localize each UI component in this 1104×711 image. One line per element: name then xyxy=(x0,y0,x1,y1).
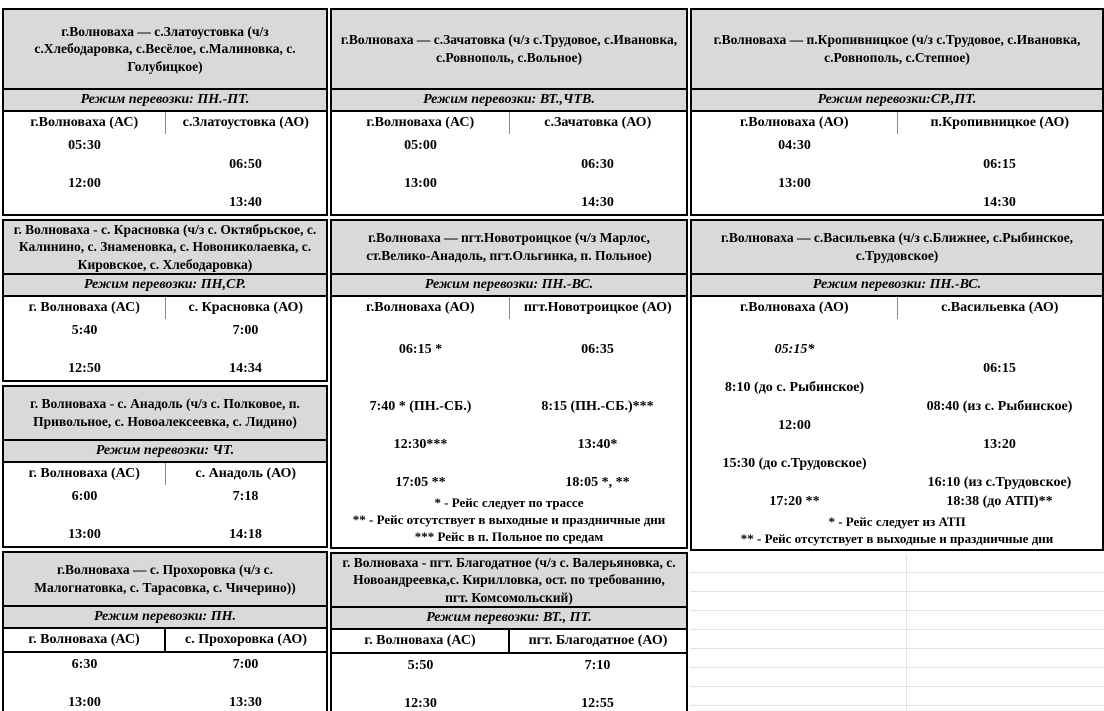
departure-times-table xyxy=(332,134,686,214)
arrival-time-cell xyxy=(165,340,326,359)
departure-times-table xyxy=(4,653,326,711)
departure-time-cell xyxy=(4,155,165,174)
time-row xyxy=(332,397,686,416)
arrival-time-cell xyxy=(897,416,1102,435)
origin-header: г.Волноваха (АС) xyxy=(332,112,510,134)
time-row xyxy=(332,454,686,473)
time-row xyxy=(4,693,326,711)
departure-time-cell: 8:10 (до с. Рыбинское) xyxy=(724,380,865,395)
route-header: г.Волноваха — с.Златоустовка (ч/з с.Хлебодаровка, с.Весёлое, с.Малиновка, с. Голубицкое) xyxy=(4,10,326,90)
time-row xyxy=(692,359,1102,378)
departure-time-cell: 13:00 xyxy=(404,176,437,191)
column-2-section-3 xyxy=(330,552,688,711)
stop-headers-row xyxy=(4,463,326,485)
footnotes xyxy=(332,494,686,547)
departure-times-table xyxy=(4,485,326,546)
route-header: г.Волноваха — п.Кропивницкое (ч/з с.Трудовое, с.Ивановка, с.Ровнополь, с.Степное) xyxy=(692,10,1102,90)
transport-regime-row: Режим перевозки: ПН.-ВС. xyxy=(332,275,686,297)
departure-time-cell: 17:05 ** xyxy=(395,475,446,490)
departure-time-cell xyxy=(332,454,509,473)
route-header: г. Волноваха - с. Анадоль (ч/з с. Полковое, п. Привольное, с. Новоалексеевка, с. Лидино) xyxy=(4,387,326,441)
time-row xyxy=(4,674,326,693)
arrival-time-cell: 06:30 xyxy=(581,157,614,172)
transport-regime-row: Режим перевозки: ПН,СР. xyxy=(4,275,326,297)
footnote-row: * - Рейс следует из АТП xyxy=(828,514,966,529)
time-row xyxy=(332,193,686,212)
departure-time-cell: 12:30*** xyxy=(393,437,448,452)
arrival-time-cell xyxy=(509,454,686,473)
time-row xyxy=(332,656,686,675)
time-row xyxy=(692,435,1102,454)
departure-time-cell xyxy=(332,378,509,397)
departure-time-cell xyxy=(692,321,897,340)
departure-time-cell: 6:30 xyxy=(71,657,98,672)
destination-header: с.Златоустовка (АО) xyxy=(182,115,309,130)
arrival-time-cell xyxy=(509,359,686,378)
stop-headers-row xyxy=(4,297,326,319)
departure-time-cell: 7:40 * (ПН.-СБ.) xyxy=(369,399,472,414)
departure-time-cell: 13:00 xyxy=(778,176,811,191)
time-row xyxy=(332,435,686,454)
arrival-time-cell xyxy=(165,674,326,693)
time-row xyxy=(4,155,326,174)
departure-time-cell: 04:30 xyxy=(778,138,811,153)
origin-header: г.Волноваха (АС) xyxy=(4,112,166,134)
route-header: г.Волноваха — с.Зачатовка (ч/з с.Трудовое, с.Ивановка, с.Ровнополь, с.Вольное) xyxy=(332,10,686,90)
arrival-time-cell xyxy=(165,174,326,193)
time-row xyxy=(4,321,326,340)
departure-times-table xyxy=(692,319,1102,513)
destination-header: с.Васильевка (АО) xyxy=(941,300,1059,315)
arrival-time-cell: 7:10 xyxy=(584,658,611,673)
time-row xyxy=(332,340,686,359)
transport-regime-row: Режим перевозки: ВТ.,ЧТВ. xyxy=(332,90,686,112)
arrival-time-cell xyxy=(897,136,1102,155)
departure-time-cell xyxy=(692,359,897,378)
time-row xyxy=(332,359,686,378)
time-row xyxy=(332,136,686,155)
transport-regime-row: Режим перевозки: ПН.-ПТ. xyxy=(4,90,326,112)
time-row xyxy=(332,378,686,397)
arrival-time-cell: 7:00 xyxy=(232,323,259,338)
column-1-section-2 xyxy=(2,219,328,382)
footnote-row: ** - Рейс отсутствует в выходные и праздничные дни xyxy=(740,531,1054,546)
column-1-section-3 xyxy=(2,385,328,548)
departure-time-cell xyxy=(692,155,897,174)
stop-headers-row xyxy=(692,297,1102,319)
time-row xyxy=(332,473,686,492)
arrival-time-cell: 14:30 xyxy=(983,195,1016,210)
stop-headers-row xyxy=(332,112,686,134)
time-row xyxy=(4,525,326,544)
time-row xyxy=(332,155,686,174)
departure-time-cell: 05:30 xyxy=(68,138,101,153)
departure-time-cell: 12:00 xyxy=(778,418,811,433)
time-row xyxy=(692,397,1102,416)
route-header: г.Волноваха — пгт.Новотроицкое (ч/з Марлос, ст.Велико-Анадоль, пгт.Ольгинка, п. Польное) xyxy=(332,221,686,275)
arrival-time-cell: 06:50 xyxy=(229,157,262,172)
departure-time-cell xyxy=(332,675,509,694)
time-row xyxy=(4,136,326,155)
time-row xyxy=(692,492,1102,511)
time-row xyxy=(4,359,326,378)
origin-header: г. Волноваха (АС) xyxy=(4,463,166,485)
time-row xyxy=(692,136,1102,155)
time-row xyxy=(332,694,686,711)
destination-header: пгт. Благодатное (АО) xyxy=(528,633,668,648)
time-row xyxy=(332,675,686,694)
schedule-column-2 xyxy=(330,8,688,711)
route-header: г.Волноваха — с.Васильевка (ч/з с.Ближнее, с.Рыбинское, с.Трудовское) xyxy=(692,221,1102,275)
arrival-time-cell: 14:30 xyxy=(581,195,614,210)
arrival-time-cell xyxy=(509,174,686,193)
departure-time-cell xyxy=(692,193,897,212)
destination-header: с.Зачатовка (АО) xyxy=(544,115,652,130)
time-row xyxy=(332,416,686,435)
departure-time-cell: 5:40 xyxy=(71,323,98,338)
departure-time-cell: 06:15 * xyxy=(398,342,443,357)
time-row xyxy=(692,416,1102,435)
column-3-section-1 xyxy=(690,8,1104,216)
stop-headers-row xyxy=(332,297,686,319)
column-2-section-1 xyxy=(330,8,688,216)
arrival-time-cell: 18:38 (до АТП)** xyxy=(946,494,1053,509)
time-row xyxy=(692,473,1102,492)
arrival-time-cell xyxy=(897,340,1102,359)
transport-regime-row: Режим перевозки: ПН. xyxy=(4,607,326,629)
footnote-row: ** - Рейс отсутствует в выходные и праздничные дни xyxy=(352,512,666,527)
footnote-row: * - Рейс следует по трассе xyxy=(434,495,584,510)
departure-time-cell xyxy=(692,435,897,454)
departure-time-cell xyxy=(692,397,897,416)
route-header: г.Волноваха — с. Прохоровка (ч/з с. Малогнатовка, с. Тарасовка, с. Чичерино)) xyxy=(4,553,326,607)
departure-time-cell xyxy=(332,321,509,340)
time-row xyxy=(692,174,1102,193)
arrival-time-cell: 12:55 xyxy=(581,696,614,711)
arrival-time-cell xyxy=(509,321,686,340)
time-row xyxy=(4,193,326,212)
arrival-time-cell xyxy=(165,506,326,525)
schedule-column-3 xyxy=(690,8,1104,554)
departure-time-cell: 12:30 xyxy=(404,696,437,711)
arrival-time-cell xyxy=(509,378,686,397)
stop-headers-row xyxy=(4,629,326,653)
column-2-section-2 xyxy=(330,219,688,549)
stop-headers-row xyxy=(692,112,1102,134)
column-1-section-4 xyxy=(2,551,328,711)
origin-header: г.Волноваха (АО) xyxy=(692,112,898,134)
departure-time-cell xyxy=(332,193,509,212)
destination-header: пгт.Новотроицкое (АО) xyxy=(523,300,672,315)
departure-time-cell xyxy=(4,193,165,212)
arrival-time-cell: 06:35 xyxy=(581,342,614,357)
departure-time-cell: 05:00 xyxy=(404,138,437,153)
empty-spreadsheet-cells xyxy=(690,554,1104,711)
departure-time-cell xyxy=(4,340,165,359)
departure-time-cell: 12:00 xyxy=(68,176,101,191)
arrival-time-cell xyxy=(897,454,1102,473)
time-row xyxy=(4,487,326,506)
departure-time-cell xyxy=(4,674,165,693)
transport-regime-row: Режим перевозки: ПН.-ВС. xyxy=(692,275,1102,297)
arrival-time-cell: 7:18 xyxy=(232,489,259,504)
transport-regime-row: Режим перевозки: ВТ., ПТ. xyxy=(332,608,686,630)
arrival-time-cell: 8:15 (ПН.-СБ.)*** xyxy=(541,399,654,414)
arrival-time-cell: 7:00 xyxy=(232,657,259,672)
destination-header: с. Прохоровка (АО) xyxy=(185,632,307,647)
schedule-column-1 xyxy=(2,8,328,711)
departure-time-cell: 13:00 xyxy=(68,527,101,542)
transport-regime-row: Режим перевозки:СР.,ПТ. xyxy=(692,90,1102,112)
arrival-time-cell xyxy=(897,174,1102,193)
departure-time-cell xyxy=(692,473,897,492)
destination-header: с. Красновка (АО) xyxy=(188,300,304,315)
departure-time-cell: 17:20 ** xyxy=(769,494,820,509)
arrival-time-cell: 13:30 xyxy=(229,695,262,710)
time-row xyxy=(332,174,686,193)
departure-time-cell: 12:50 xyxy=(68,361,101,376)
departure-times-table xyxy=(4,134,326,214)
departure-times-table xyxy=(332,319,686,494)
departure-times-table xyxy=(4,319,326,380)
arrival-time-cell: 13:40 xyxy=(229,195,262,210)
time-row xyxy=(692,193,1102,212)
stop-headers-row xyxy=(4,112,326,134)
time-row xyxy=(692,454,1102,473)
time-row xyxy=(692,155,1102,174)
footnotes xyxy=(692,513,1102,549)
departure-time-cell xyxy=(332,155,509,174)
arrival-time-cell: 06:15 xyxy=(983,157,1016,172)
origin-header: г.Волноваха (АО) xyxy=(332,297,510,319)
arrival-time-cell: 08:40 (из с. Рыбинское) xyxy=(926,399,1073,414)
footnote-row: *** Рейс в п. Польное по средам xyxy=(414,529,604,544)
departure-time-cell xyxy=(332,359,509,378)
arrival-time-cell: 14:18 xyxy=(229,527,262,542)
time-row xyxy=(332,321,686,340)
column-1-section-1 xyxy=(2,8,328,216)
arrival-time-cell xyxy=(897,321,1102,340)
departure-time-cell xyxy=(4,506,165,525)
route-header: г. Волноваха - с. Красновка (ч/з с. Октябрьское, с. Калинино, с. Знаменовка, с. Новониколаевка, с. Кировское, с. Хлебодаровка) xyxy=(4,221,326,275)
origin-header: г. Волноваха (АС) xyxy=(4,297,166,319)
departure-time-cell xyxy=(332,416,509,435)
time-row xyxy=(4,506,326,525)
route-header: г. Волноваха - пгт. Благодатное (ч/з с. Валерьяновка, с. Новоандреевка,с. Кирилловка, ост. по требованию, пгт. Комсомольский) xyxy=(332,554,686,608)
departure-time-cell: 05:15* xyxy=(774,342,815,357)
arrival-time-cell xyxy=(897,378,1102,397)
arrival-time-cell xyxy=(509,136,686,155)
arrival-time-cell: 14:34 xyxy=(229,361,262,376)
departure-time-cell: 6:00 xyxy=(71,489,98,504)
stop-headers-row xyxy=(332,630,686,654)
arrival-time-cell xyxy=(509,675,686,694)
time-row xyxy=(692,378,1102,397)
arrival-time-cell xyxy=(165,136,326,155)
origin-header: г. Волноваха (АС) xyxy=(332,630,510,652)
time-row xyxy=(692,321,1102,340)
arrival-time-cell: 13:40* xyxy=(577,437,618,452)
departure-times-table xyxy=(332,654,686,711)
departure-times-table xyxy=(692,134,1102,214)
time-row xyxy=(4,655,326,674)
time-row xyxy=(692,340,1102,359)
destination-header: с. Анадоль (АО) xyxy=(195,466,297,481)
destination-header: п.Кропивницкое (АО) xyxy=(930,115,1070,130)
transport-regime-row: Режим перевозки: ЧТ. xyxy=(4,441,326,463)
departure-time-cell: 5:50 xyxy=(407,658,434,673)
departure-time-cell: 15:30 (до с.Трудовское) xyxy=(722,456,867,471)
departure-time-cell: 13:00 xyxy=(68,695,101,710)
arrival-time-cell: 13:20 xyxy=(983,437,1016,452)
time-row xyxy=(4,340,326,359)
origin-header: г. Волноваха (АС) xyxy=(4,629,166,651)
arrival-time-cell xyxy=(509,416,686,435)
arrival-time-cell: 06:15 xyxy=(983,361,1016,376)
column-3-section-2 xyxy=(690,219,1104,551)
arrival-time-cell: 18:05 *, ** xyxy=(565,475,630,490)
origin-header: г.Волноваха (АО) xyxy=(692,297,898,319)
arrival-time-cell: 16:10 (из с.Трудовское) xyxy=(927,475,1072,490)
time-row xyxy=(4,174,326,193)
